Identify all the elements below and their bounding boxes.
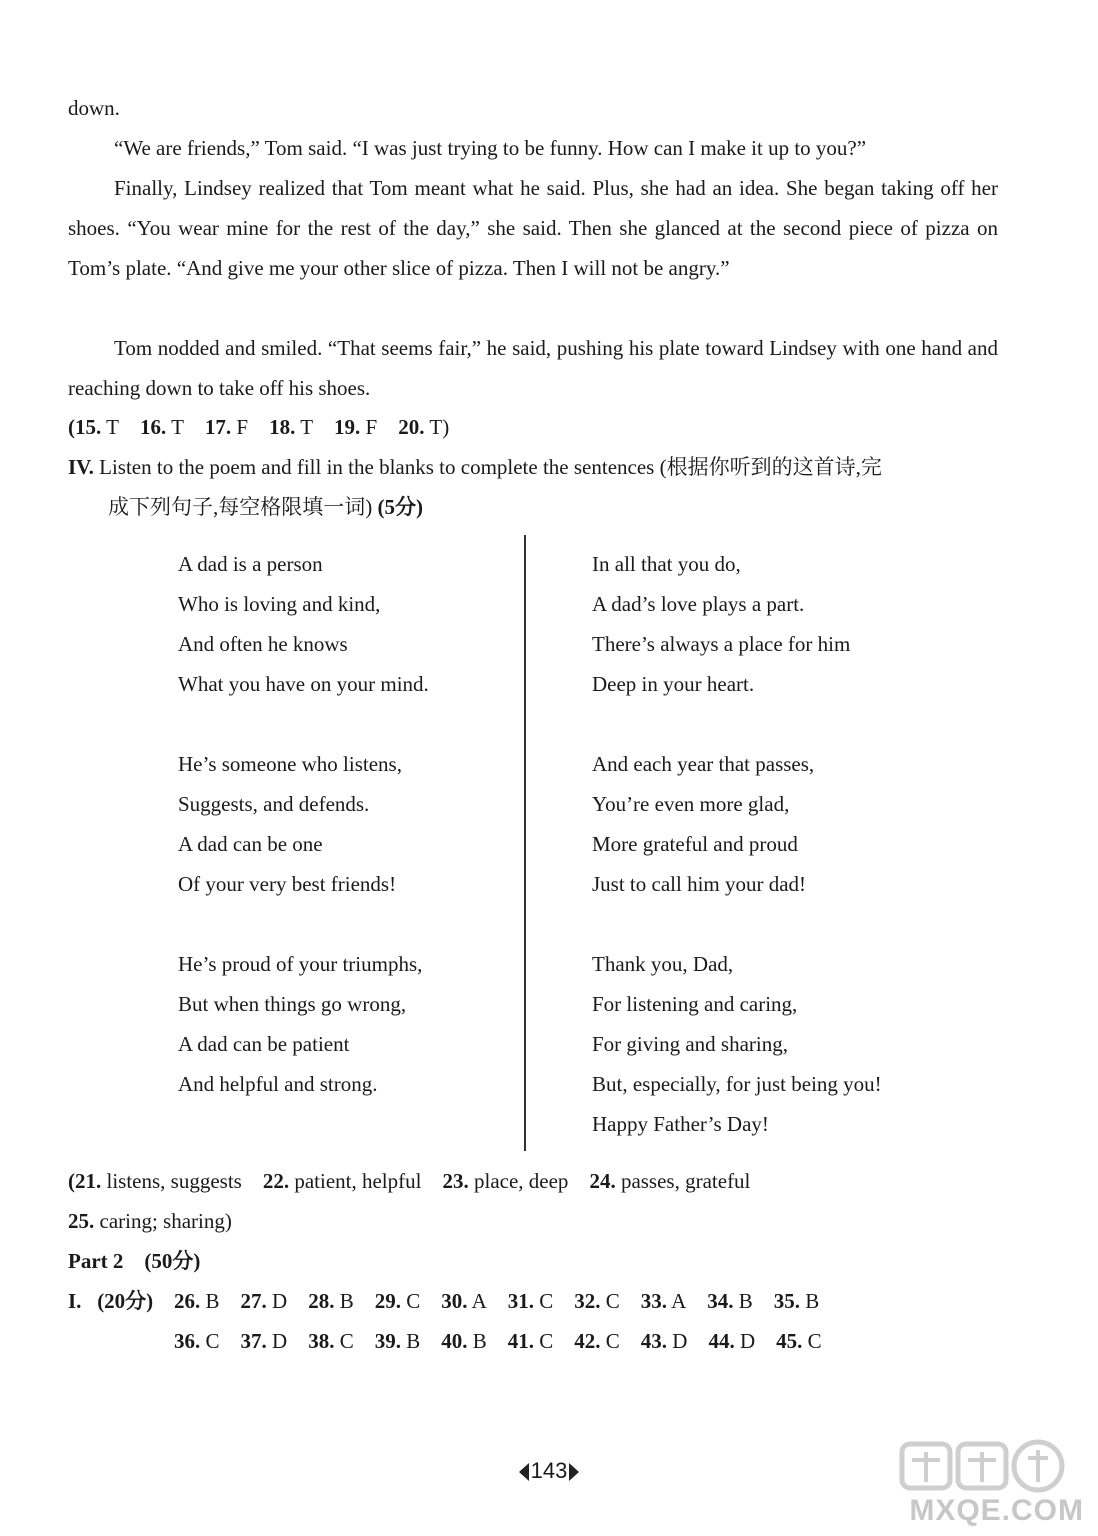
poem-column-divider — [524, 535, 526, 1151]
answer-number: 25. — [68, 1209, 95, 1233]
poem-line: And each year that passes, — [592, 752, 815, 776]
answer-value: patient, helpful — [294, 1169, 422, 1193]
answer-value: A — [471, 1289, 487, 1313]
section-4-instruction-line-1: Listen to the poem and fill in the blanks to complete the sentences (根据你听到的这首诗,完 — [99, 455, 882, 479]
answers-26-35 — [174, 1287, 819, 1315]
answer-number: 22. — [262, 1169, 290, 1193]
section-4-instruction-cont — [108, 493, 423, 521]
answer-number: 34. — [707, 1289, 734, 1313]
answers-15-20 — [68, 413, 449, 441]
section-4-instruction-line-2: 成下列句子,每空格限填一词) — [108, 495, 373, 519]
section-4-label: IV. — [68, 455, 94, 479]
poem-line: In all that you do, — [592, 552, 741, 576]
answer-value: place, deep — [473, 1169, 569, 1193]
poem-line: He’s proud of your triumphs, — [178, 952, 423, 976]
answer-value: passes, grateful — [620, 1169, 751, 1193]
story-paragraph-2: Finally, Lindsey realized that Tom meant what he said. Plus, she had an idea. She began taking off her shoes. “You wear mine for the rest of the day,” she said. Then she glanced at the second piece of pizza on Tom’s plate. “And give me your other slice of pizza. Then I will not be angry.” — [68, 176, 998, 280]
answer-number: 42. — [574, 1329, 601, 1353]
answer-value: D — [739, 1329, 756, 1353]
answer-number: 19. — [334, 415, 361, 439]
answer-value: B — [472, 1329, 487, 1353]
answer-value: A — [671, 1289, 687, 1313]
answers-21-24 — [68, 1167, 750, 1195]
answer-number: 17. — [204, 415, 232, 439]
answer-value: C — [539, 1289, 554, 1313]
poem-stanza — [592, 744, 882, 904]
answer-value: listens, suggests — [106, 1169, 242, 1193]
poem-right-column — [592, 544, 882, 1184]
paren-open: ( — [68, 415, 75, 439]
poem-stanza — [178, 744, 429, 904]
answer-value: caring; sharing — [99, 1209, 225, 1233]
answer-number: 23. — [442, 1169, 469, 1193]
poem-line: Who is loving and kind, — [178, 592, 381, 616]
poem-line: But when things go wrong, — [178, 992, 407, 1016]
answer-value: D — [272, 1289, 288, 1313]
poem-line: More grateful and proud — [592, 832, 798, 856]
poem-line: Deep in your heart. — [592, 672, 755, 696]
poem-line: Suggests, and defends. — [178, 792, 370, 816]
watermark-site: MXQE.COM — [909, 1494, 1084, 1527]
answer-number: 28. — [308, 1289, 335, 1313]
answer-number: 44. — [708, 1329, 735, 1353]
page-number-text: 143 — [530, 1458, 568, 1483]
poem-line: A dad can be patient — [178, 1032, 350, 1056]
poem-line: But, especially, for just being you! — [592, 1072, 882, 1096]
answers-25 — [68, 1207, 232, 1235]
poem-stanza — [592, 944, 882, 1144]
section-1-label: I. — [68, 1289, 82, 1313]
answer-value: B — [339, 1289, 354, 1313]
story-paragraph-3: Tom nodded and smiled. “That seems fair,” he said, pushing his plate toward Lindsey with one hand and reaching down to take off his shoes. — [68, 336, 998, 400]
poem-line: A dad’s love plays a part. — [592, 592, 805, 616]
answer-number: 15. — [75, 415, 102, 439]
answer-value: T — [171, 415, 184, 439]
answers-36-45 — [174, 1327, 822, 1355]
right-triangle-icon — [569, 1463, 579, 1481]
answer-value: C — [406, 1289, 421, 1313]
answer-number: 36. — [174, 1329, 201, 1353]
part-2-title: Part 2 — [68, 1249, 124, 1273]
answer-value: C — [205, 1329, 220, 1353]
poem-line: A dad is a person — [178, 552, 323, 576]
answer-number: 21. — [75, 1169, 102, 1193]
answer-value: C — [807, 1329, 822, 1353]
left-triangle-icon — [519, 1463, 529, 1481]
answer-number: 33. — [640, 1289, 668, 1313]
poem-line: For listening and caring, — [592, 992, 798, 1016]
answer-number: 31. — [507, 1289, 534, 1313]
paren-close: ) — [442, 415, 450, 439]
poem-line: You’re even more glad, — [592, 792, 790, 816]
answer-number: 29. — [374, 1289, 401, 1313]
answer-number: 40. — [441, 1329, 468, 1353]
poem-stanza — [592, 544, 882, 704]
story-fragment-down: down. — [68, 96, 120, 120]
answer-number: 24. — [589, 1169, 616, 1193]
answer-number: 20. — [398, 415, 425, 439]
answer-value: B — [205, 1289, 220, 1313]
poem-line: And often he knows — [178, 632, 348, 656]
answer-value: B — [805, 1289, 820, 1313]
story-paragraph-1: “We are friends,” Tom said. “I was just trying to be funny. How can I make it up to you?” — [114, 136, 867, 160]
answer-value: C — [339, 1329, 354, 1353]
paren-open: ( — [68, 1169, 75, 1193]
section-4-instruction — [68, 453, 882, 481]
answer-number: 35. — [773, 1289, 801, 1313]
poem-line: A dad can be one — [178, 832, 323, 856]
answer-number: 27. — [240, 1289, 267, 1313]
answer-number: 18. — [269, 415, 296, 439]
answer-number: 30. — [441, 1289, 468, 1313]
section-1-score: (20分) — [97, 1289, 154, 1313]
answer-number: 43. — [640, 1329, 668, 1353]
answer-number: 39. — [374, 1329, 401, 1353]
answer-value: T — [300, 415, 314, 439]
answer-value: T — [106, 415, 119, 439]
poem-stanza — [178, 944, 429, 1104]
answer-value: B — [738, 1289, 753, 1313]
answer-value: C — [605, 1289, 620, 1313]
poem-line: Thank you, Dad, — [592, 952, 734, 976]
poem-stanza — [178, 544, 429, 704]
poem-line: And helpful and strong. — [178, 1072, 378, 1096]
poem-left-column — [178, 544, 429, 1144]
answer-value: T — [429, 415, 443, 439]
answer-value: F — [365, 415, 378, 439]
part-2-heading — [68, 1247, 200, 1275]
answer-number: 16. — [139, 415, 167, 439]
answer-number: 37. — [240, 1329, 267, 1353]
answer-number: 26. — [174, 1289, 201, 1313]
answer-value: D — [672, 1329, 688, 1353]
section-4-score: (5分) — [377, 495, 423, 519]
answer-value: D — [272, 1329, 288, 1353]
poem-line: Happy Father’s Day! — [592, 1112, 769, 1136]
answer-value: C — [605, 1329, 620, 1353]
poem-line: Of your very best friends! — [178, 872, 397, 896]
answer-number: 32. — [574, 1289, 601, 1313]
paren-close: ) — [224, 1209, 232, 1233]
poem-line: For giving and sharing, — [592, 1032, 788, 1056]
answer-value: B — [406, 1329, 421, 1353]
answer-value: F — [236, 415, 249, 439]
part-2-score: (50分) — [144, 1249, 201, 1273]
poem-line: Just to call him your dad! — [592, 872, 807, 896]
answer-value: C — [539, 1329, 554, 1353]
poem-line: He’s someone who listens, — [178, 752, 402, 776]
poem-line: What you have on your mind. — [178, 672, 429, 696]
answer-number: 45. — [776, 1329, 803, 1353]
poem-line: There’s always a place for him — [592, 632, 851, 656]
answer-number: 38. — [308, 1329, 335, 1353]
part-2-section-1-label — [68, 1287, 153, 1315]
answer-number: 41. — [507, 1329, 534, 1353]
